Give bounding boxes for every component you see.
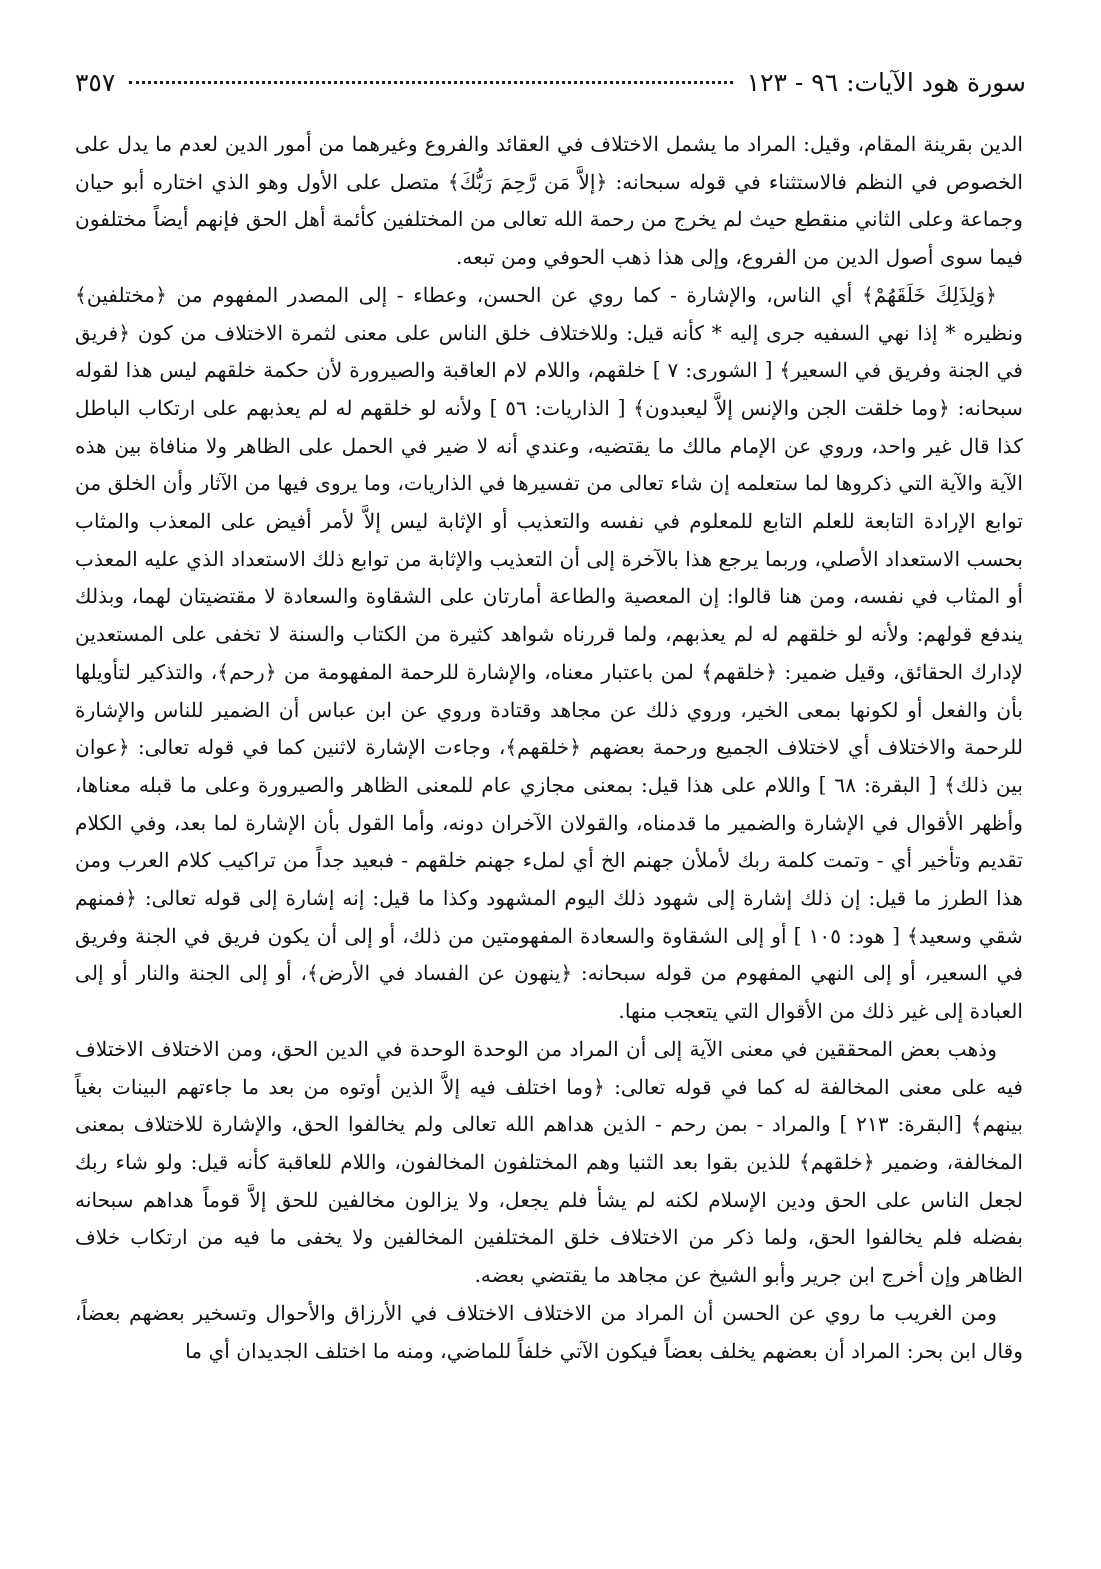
page-header <box>75 62 1026 102</box>
paragraph: ومن الغريب ما روي عن الحسن أن المراد من الاختلاف الاختلاف في الأرزاق والأحوال وتسخير بعضهم بعضاً، وقال ابن بحر: المراد أن بعضهم يخلف بعضاً فيكون الآتي خلفاً للماضي، ومنه ما اختلف الجديدان أي ما <box>75 1300 1023 1363</box>
paragraph: ﴿وَلِذَلِكَ خَلَقَهُمْ﴾ أي الناس، والإشارة - كما روي عن الحسن، وعطاء - إلى المصدر المفهوم من ﴿مختلفين﴾ ونظيره * إذا نهي السفيه جرى إليه * كأنه قيل: وللاختلاف خلق الناس على معنى لثمرة الاختلاف من كون ﴿فريق في الجنة وفريق في السعير﴾ [ الشورى: ٧ ] خلقهم، واللام لام العاقبة والصيرورة لأن حكمة خلقهم ليس هذا لقوله سبحانه: ﴿وما خلقت الجن والإنس إلاَّ ليعبدون﴾ [ الذاريات: ٥٦ ] ولأنه لو خلقهم له لم يعذبهم على ارتكاب الباطل كذا قال غير واحد، وروي عن الإمام مالك ما يقتضيه، وعندي أنه لا ضير في الحمل على الظاهر ولا منافاة بين هذه الآية والآية التي ذكروها لما ستعلمه إن شاء تعالى من تفسيرها في الذاريات، وما يروى فيها من الآثار وأن الخلق من توابع الإرادة التابعة للعلم التابع للمعلوم في نفسه والتعذيب أو الإثابة ليس إلاَّ لأمر أفيض على المعذب والمثاب بحسب الاستعداد الأصلي، وربما يرجع هذا بالآخرة إلى أن التعذيب والإثابة من توابع ذلك الاستعداد الذي عليه المعذب أو المثاب في نفسه، ومن هنا قالوا: إن المعصية والطاعة أمارتان على الشقاوة والسعادة لا مقتضيتان لهما، وبذلك يندفع قولهم: ولأنه لو خلقهم له لم يعذبهم، ولما قررناه شواهد كثيرة من الكتاب والسنة لا تخفى على المستعدين لإدارك الحقائق، وقيل ضمير: ﴿خلقهم﴾ لمن باعتبار معناه، والإشارة للرحمة المفهومة من ﴿رحم﴾، والتذكير لتأويلها بأن والفعل أو لكونها بمعى الخير، وروي ذلك عن مجاهد وقتادة وروي عن ابن عباس أن الضمير للناس والإشارة للرحمة والاختلاف أي لاختلاف الجميع ورحمة بعضهم ﴿خلقهم﴾، وجاءت الإشارة لاثنين كما في قوله تعالى: ﴿عوان بين ذلك﴾ [ البقرة: ٦٨ ] واللام على هذا قيل: بمعنى مجازي عام للمعنى الظاهر والصيرورة وعلى ما قبله معناها، وأظهر الأقوال في الإشارة والضمير ما قدمناه، والقولان الآخران دونه، وأما القول بأن الإشارة لما بعد، وفي الكلام تقديم وتأخير أي - وتمت كلمة ربك لأملأن جهنم الخ أي لملء جهنم خلقهم - فبعيد جداً من تراكيب كلام العرب ومن هذا الطرز ما قيل: إن ذلك إشارة إلى شهود ذلك اليوم المشهود وكذا ما قيل: إنه إشارة إلى قوله تعالى: ﴿فمنهم شقي وسعيد﴾ [ هود: ١٠٥ ] أو إلى الشقاوة والسعادة المفهومتين من ذلك، أو إلى أن يكون فريق في الجنة وفريق في السعير، أو إلى النهي المفهوم من قوله سبحانه: ﴿ينهون عن الفساد في الأرض﴾، أو إلى الجنة والنار أو إلى العبادة إلى غير ذلك من الأقوال التي يتعجب منها. <box>75 282 1024 1024</box>
paragraph: الدين بقرينة المقام، وقيل: المراد ما يشمل الاختلاف في العقائد والفروع وغيرهما من أمور الدين لعدم ما يدل على الخصوص في النظم فالاستثناء في قوله سبحانه: ﴿إلاَّ مَن رَّحِمَ رَبُّكَ﴾ متصل على الأول وهو الذي اختاره أبو حيان وجماعة وعلى الثاني منقطع حيث لم يخرج من رحمة الله تعالى من المختلفين كأئمة أهل الحق فإنهم أيضاً مختلفون فيما سوى أصول الدين من الفروع، وإلى هذا ذهب الحوفي ومن تبعه. <box>75 132 1023 270</box>
running-title: سورة هود الآيات: ٩٦ - ١٢٣ <box>746 67 1026 97</box>
dotted-leader <box>129 81 732 84</box>
page-body <box>75 126 1023 1370</box>
page-number: ٣٥٧ <box>75 67 116 97</box>
paragraph: وذهب بعض المحققين في معنى الآية إلى أن المراد من الوحدة الوحدة في الدين الحق، ومن الاختلاف الاختلاف فيه على معنى المخالفة له كما في قوله تعالى: ﴿وما اختلف فيه إلاَّ الذين أوتوه من بعد ما جاءتهم البينات بغياً بينهم﴾ [البقرة: ٢١٣ ] والمراد - بمن رحم - الذين هداهم الله تعالى ولم يخالفوا الحق، والإشارة للاختلاف بمعنى المخالفة، وضمير ﴿خلقهم﴾ للذين بقوا بعد الثنيا وهم المختلفون المخالفون، واللام للعاقبة كأنه قيل: ولو شاء ربك لجعل الناس على الحق ودين الإسلام لكنه لم يشأ فلم يجعل، ولا يزالون مخالفين للحق إلاَّ قوماً هداهم سبحانه بفضله فلم يخالفوا الحق، ولما ذكر من الاختلاف خلق المختلفين المخالفين ولا يخفى ما فيه من ارتكاب خلاف الظاهر وإن أخرج ابن جرير وأبو الشيخ عن مجاهد ما يقتضي بعضه. <box>75 1036 1023 1288</box>
